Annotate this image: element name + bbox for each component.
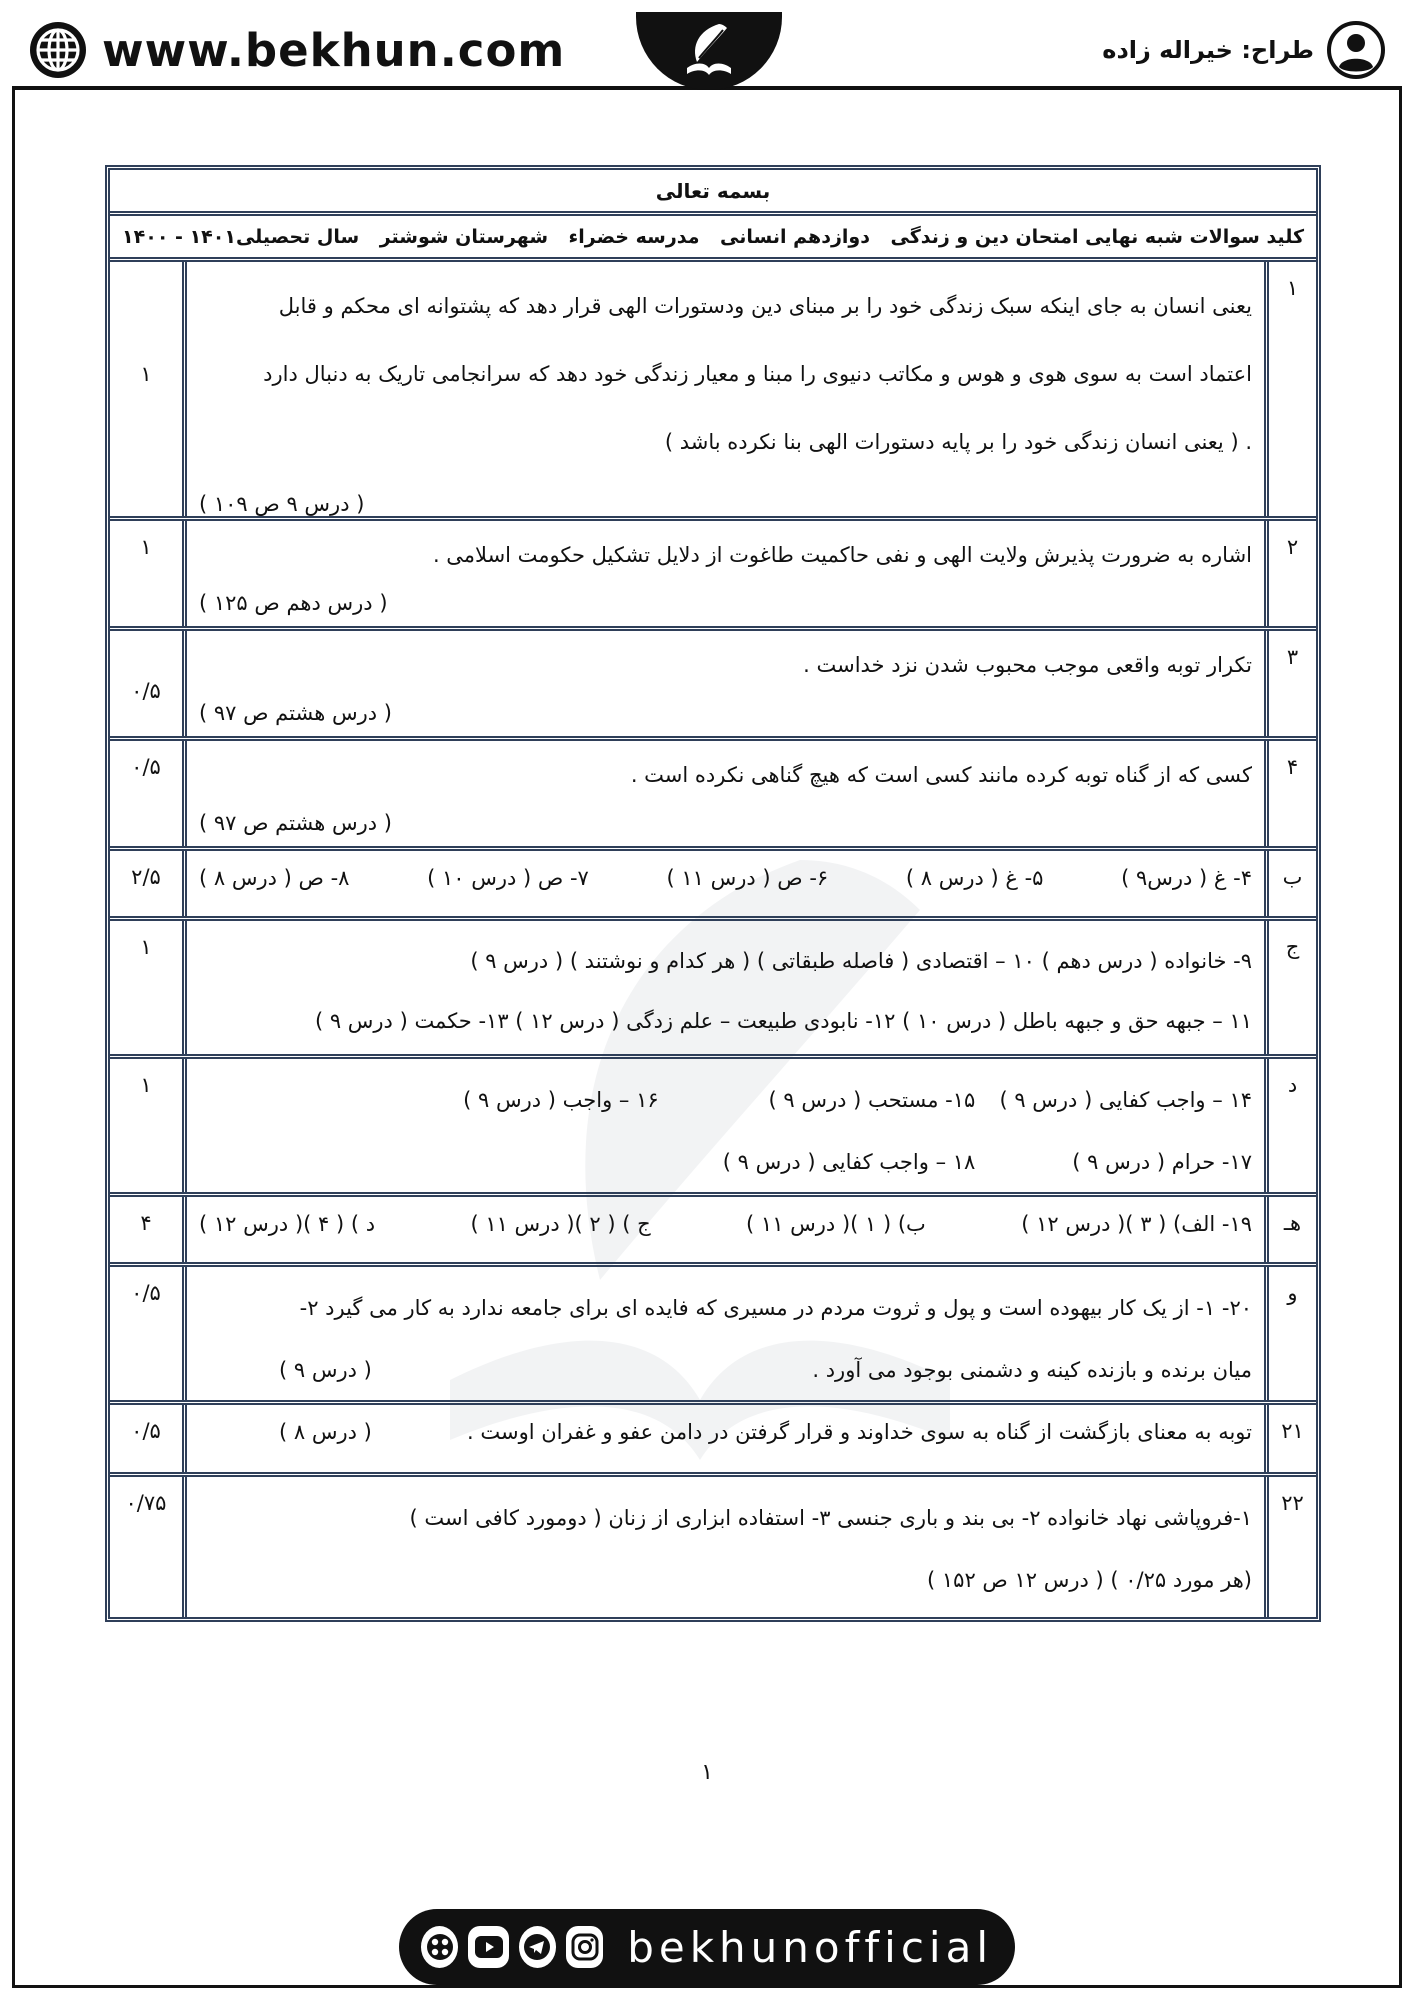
answer-cell [182, 1405, 1264, 1472]
youtube-icon[interactable] [468, 1926, 509, 1968]
answer-cell [182, 851, 1264, 916]
social-handle[interactable]: bekhunofficial [627, 1922, 994, 1972]
exam-title: کلید سوالات شبه نهایی امتحان دین و زندگی [890, 225, 1304, 248]
answer-cell [182, 521, 1264, 626]
answer-cell [182, 1477, 1264, 1617]
grade-label: دوازدهم انسانی [720, 225, 870, 248]
answer-line: تکرار توبه واقعی موجب محبوب شدن نزد خداست . [803, 653, 1252, 677]
site-link[interactable] [28, 18, 565, 82]
answer-line: کسی که از گناه توبه کرده مانند کسی است که هیچ گناهی نکرده است . [630, 763, 1252, 787]
answer-line [199, 861, 1252, 895]
answer-line: (هر مورد ۰/۲۵ ) ( درس ۱۲ ص ۱۵۲ ) [927, 1568, 1252, 1592]
answer-item: ۶- ص ( درس ۱۱ ) [666, 866, 829, 890]
author-label: طراح: خیراله زاده [1102, 36, 1314, 64]
question-number: ب [1264, 851, 1316, 916]
answer-cell [182, 1197, 1264, 1262]
answer-cell [182, 262, 1264, 516]
question-number: هـ [1264, 1197, 1316, 1262]
score-cell: ۰/۵ [131, 1281, 161, 1305]
lesson-ref: ( درس ۸ ) [279, 1420, 372, 1444]
table-row [110, 1405, 1316, 1477]
instagram-icon[interactable] [566, 1926, 603, 1968]
answer-line: ۱-فروپاشی نهاد خانواده ۲- بی بند و باری جنسی ۳- استفاده ابزاری از زنان ( دومورد کافی است ) [409, 1506, 1252, 1530]
page-number: ۱ [701, 1760, 713, 1785]
title-row [110, 170, 1316, 216]
answer-line: ۲۰- ۱- از یک کار بیهوده است و پول و ثروت مردم در مسیری که فایده ای برای جامعه ندارد به کار می گیرد ۲- [299, 1296, 1252, 1320]
table-row [110, 631, 1316, 741]
title-text: بسمه تعالی [655, 178, 771, 203]
score-cell: ۱ [140, 1073, 152, 1097]
answer-line [199, 1207, 1252, 1241]
answer-item: ۵- غ ( درس ۸ ) [905, 866, 1044, 890]
lesson-ref: ( درس دهم ص ۱۲۵ ) [199, 591, 388, 615]
answer-cell [182, 921, 1264, 1054]
answer-item: ۴- غ ( درس۹ ) [1121, 866, 1252, 890]
answer-line: ۹- خانواده ( درس دهم ) ۱۰ – اقتصادی ( فاصله طبقاتی ) ( هر کدام و نوشتند ) ( درس ۹ ) [470, 949, 1252, 973]
answer-item: ۱۷- حرام ( درس ۹ ) [1072, 1150, 1252, 1174]
globe-icon [28, 20, 88, 80]
answer-cell [182, 1267, 1264, 1400]
answer-cell [182, 631, 1264, 736]
aparat-icon[interactable] [421, 1926, 458, 1968]
table-row [110, 921, 1316, 1059]
table-row [110, 521, 1316, 631]
answer-line: . ( یعنی انسان زندگی خود را بر پایه دستورات الهی بنا نکرده باشد ) [664, 430, 1252, 454]
answer-line [199, 1131, 1252, 1193]
score-cell: ۱ [140, 935, 152, 959]
answer-item: ج ) ( ۲ )( درس ۱۱ ) [470, 1212, 651, 1236]
answer-item: ۱۹- الف) ( ۳ )( درس ۱۲ ) [1021, 1212, 1252, 1236]
answer-item: ۱۸ – واجب کفایی ( درس ۹ ) [722, 1150, 976, 1174]
user-icon [1326, 20, 1386, 80]
answer-item: ۸- ص ( درس ۸ ) [199, 866, 350, 890]
table-row [110, 1197, 1316, 1267]
year-label: سال تحصیلی۱۴۰۱ - ۱۴۰۰ [122, 225, 360, 248]
city-label: شهرستان شوشتر [379, 225, 548, 248]
answer-line: یعنی انسان به جای اینکه سبک زندگی خود را بر مبنای دین ودستورات الهی قرار دهد که پشتوانه ای محکم و قابل [278, 294, 1252, 318]
telegram-icon[interactable] [519, 1926, 556, 1968]
question-number: ۲ [1264, 521, 1316, 626]
table-row [110, 1267, 1316, 1405]
table-row [110, 262, 1316, 521]
question-number: و [1264, 1267, 1316, 1400]
lesson-ref: ( درس ۹ ) [279, 1358, 372, 1382]
answer-line: اشاره به ضرورت پذیرش ولایت الهی و نفی حاکمیت طاغوت از دلایل تشکیل حکومت اسلامی . [432, 543, 1252, 567]
answer-item: ۱۵- مستحب ( درس ۹ ) [768, 1088, 976, 1112]
social-footer [399, 1909, 1015, 1985]
answer-key-table [105, 165, 1321, 1622]
answer-line: ۱۱ – جبهه حق و جبهه باطل ( درس ۱۰ ) ۱۲- نابودی طبیعت – علم زدگی ( درس ۱۲ ) ۱۳- حکمت ( درس ۹ ) [314, 1009, 1252, 1033]
answer-text: میان برنده و بازنده کینه و دشمنی بوجود می آورد . [812, 1358, 1252, 1382]
question-number: ۴ [1264, 741, 1316, 846]
score-cell: ۰/۵ [131, 679, 161, 703]
score-cell: ۰/۵ [131, 755, 161, 779]
score-cell: ۲/۵ [131, 865, 161, 889]
answer-line [199, 1069, 1252, 1131]
answer-line: اعتماد است به سوی هوی و هوس و مکاتب دنیوی را مبنا و معیار زندگی خود دهد که سرانجامی تاریک به دنبال دارد [263, 362, 1252, 386]
answer-line [199, 1415, 1252, 1449]
score-cell: ۰/۷۵ [125, 1491, 167, 1515]
answer-item: ۱۶ – واجب ( درس ۹ ) [463, 1088, 659, 1112]
score-cell: ۰/۵ [131, 1419, 161, 1443]
table-row [110, 1059, 1316, 1197]
answer-item: ۱۴ – واجب کفایی ( درس ۹ ) [999, 1088, 1252, 1112]
table-row [110, 851, 1316, 921]
lesson-ref: ( درس هشتم ص ۹۷ ) [199, 701, 392, 725]
question-number: ۲۲ [1264, 1477, 1316, 1617]
score-cell: ۴ [140, 1211, 152, 1235]
answer-item: ب) ( ۱ )( درس ۱۱ ) [746, 1212, 926, 1236]
author-block [1102, 18, 1386, 82]
answer-item: د ) ( ۴ )( درس ۱۲ ) [199, 1212, 376, 1236]
question-number: ۲۱ [1264, 1405, 1316, 1472]
table-row [110, 741, 1316, 851]
site-url[interactable]: www.bekhun.com [102, 23, 566, 77]
question-number: ۱ [1264, 262, 1316, 516]
answer-item: ۷- ص ( درس ۱۰ ) [427, 866, 589, 890]
question-number: ج [1264, 921, 1316, 1054]
question-number: د [1264, 1059, 1316, 1192]
school-label: مدرسه خضراء [568, 225, 700, 248]
answer-text: توبه به معنای بازگشت از گناه به سوی خداوند و قرار گرفتن در دامن عفو و غفران اوست . [467, 1420, 1252, 1444]
table-row [110, 1477, 1316, 1617]
score-cell: ۱ [140, 535, 152, 559]
lesson-ref: ( درس هشتم ص ۹۷ ) [199, 811, 392, 835]
answer-cell [182, 1059, 1264, 1192]
answer-cell [182, 741, 1264, 846]
info-row [110, 216, 1316, 262]
lesson-ref: ( درس ۹ ص ۱۰۹ ) [199, 492, 365, 516]
question-number: ۳ [1264, 631, 1316, 736]
answer-line [199, 1339, 1252, 1401]
feather-book-icon [669, 18, 749, 84]
score-cell: ۱ [140, 362, 152, 386]
